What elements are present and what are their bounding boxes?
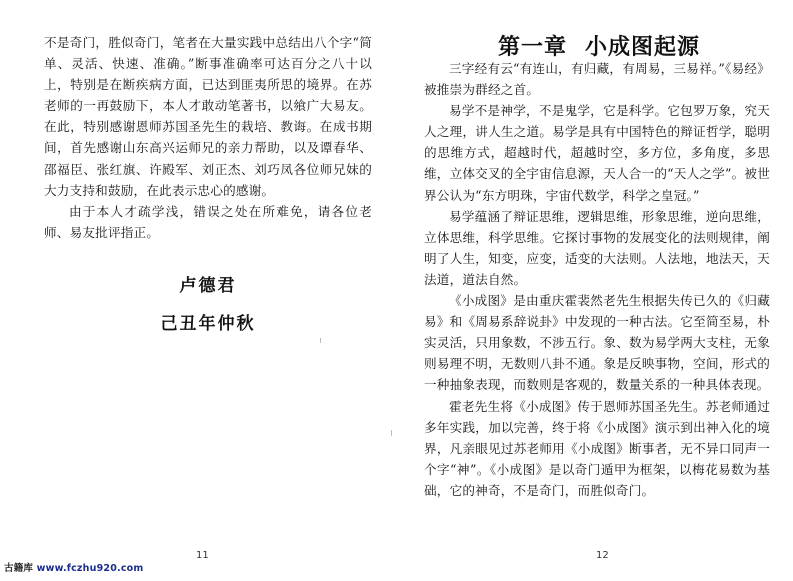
- left-page: [0, 0, 396, 581]
- page-number-left: 11: [196, 550, 209, 561]
- watermark-site-name: 古籍库: [4, 563, 34, 574]
- preface-paragraph-2: 由于本人才疏学浅，错误之处在所难免，请各位老师、易友批评指正。: [44, 203, 372, 240]
- preface-text: [44, 32, 372, 243]
- chapter-paragraph-5: 霍老先生将《小成图》传于恩师苏国圣先生。苏老师通过多年实践，加以完善，终于将《小成图》演示到出神入化的境界，凡亲眼见过苏老师用《小成图》断事者，无不异口同声一个字“神”。《小成图》是以奇门遁甲为框架，以梅花易数为基础，它的神奇，不是奇门，而胜似奇门。: [424, 398, 770, 498]
- scan-speck: [320, 338, 321, 343]
- chapter-body: [424, 58, 770, 501]
- chapter-paragraph-2: 易学不是神学，不是鬼学，它是科学。它包罗万象，究天人之理，讲人生之道。易学是具有中国特色的辩证哲学，聪明的思维方式，超越时代，超越时空，多方位，多角度，多思维，立体交叉的全宇宙信息源，天人合一的“天人之学”。被世界公认为“东方明珠，宇宙代数学，科学之皇冠。”: [424, 103, 770, 203]
- chapter-name: 小成图起源: [585, 35, 701, 60]
- page-number-right: 12: [596, 550, 609, 561]
- preface-paragraph-1: 不是奇门，胜似奇门，笔者在大量实践中总结出八个字“简单、灵活、快速、准确。”断事准确率可达百分之八十以上，特别是在断疾病方面，已达到匪夷所思的境界。在苏老师的一再鼓励下，本人才敢动笔著书，以飨广大易友。在此，特别感谢恩师苏国圣先生的栽培、教诲。在成书期间，首先感谢山东高兴运师兄的亲力帮助，以及谭春华、邵福臣、张红旗、许殿军、刘正杰、刘巧凤各位师兄妹的大力支持和鼓励，在此表示忠心的感谢。: [44, 35, 372, 198]
- author-signature: 卢德君: [179, 276, 237, 296]
- site-watermark: [4, 560, 143, 574]
- chapter-paragraph-4: 《小成图》是由重庆霍裴然老先生根据失传已久的《归藏易》和《周易系辞说卦》中发现的一种古法。它至简至易，朴实灵活，只用象数，不涉五行。象、数为易学两大支柱，无象则易理不明，无数则八卦不通。象是反映事物，空间，形式的一种抽象表现，而数则是客观的，数量关系的一种具体表现。: [424, 293, 770, 393]
- watermark-url: www.fczhu920.com: [36, 563, 144, 574]
- chapter-label: 第一章: [498, 35, 568, 60]
- chapter-title: [498, 30, 700, 61]
- author-date: 己丑年仲秋: [160, 314, 256, 334]
- chapter-paragraph-3: 易学蕴涵了辩证思维，逻辑思维，形象思维，逆向思维，立体思维，科学思维。它探讨事物的发展变化的法则规律，阐明了人生，知变，应变，适变的大法则。人法地，地法天，天法道，道法自然。: [424, 208, 770, 287]
- right-page: [396, 0, 793, 581]
- chapter-paragraph-1: 三字经有云“有连山，有归藏，有周易，三易祥。”《易经》被推崇为群经之首。: [424, 61, 770, 98]
- scan-speck: [391, 430, 392, 436]
